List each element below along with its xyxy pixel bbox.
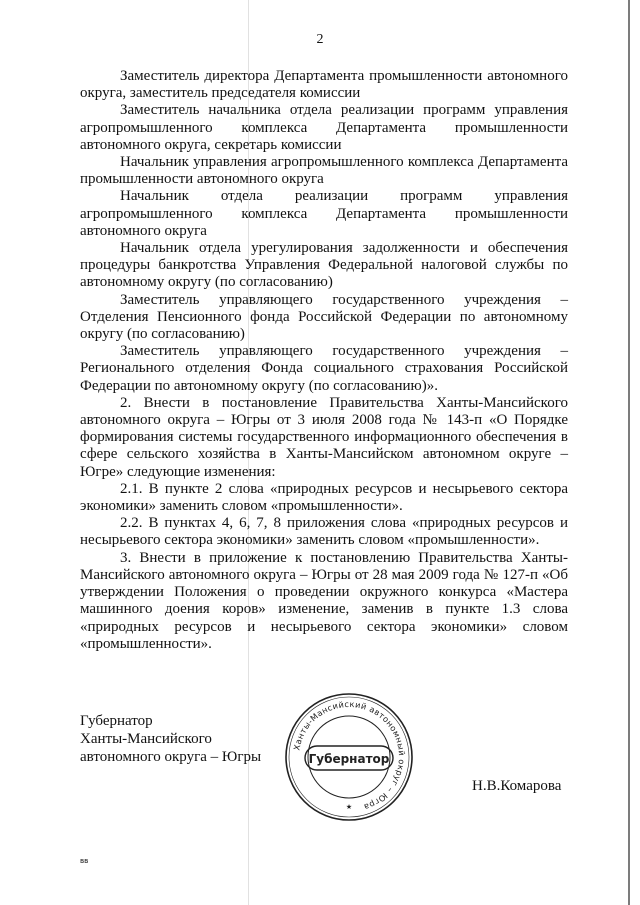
paragraph: Начальник управления агропромышленного комплекса Департамента промышленности автономного округа <box>80 154 568 188</box>
seal-ring-text: Ханты-Мансийский автономный округ – Югра <box>291 698 408 813</box>
paragraph: Начальник отдела реализации программ управления агропромышленного комплекса Департамента промышленности автономного округа <box>80 188 568 239</box>
seal-star-icon: ★ <box>345 803 353 811</box>
seal-center-text: Губернатор <box>308 752 390 766</box>
paragraph: 2.1. В пункте 2 слова «природных ресурсов и несырьевого сектора экономики» заменить словом «промышленности». <box>80 480 568 515</box>
paragraph: Заместитель начальника отдела реализации программ управления агропромышленного комплекса Департамента промышленности автономного округа, секретарь комиссии <box>80 102 568 153</box>
paragraph: 2. Внести в постановление Правительства Ханты-Мансийского автономного округа – Югры от 3 июля 2008 года № 143-п «О Порядке формирования системы государственного информационного обеспечения в сфере сельского хозяйства в Ханты-Мансийском автономном округе – Югре» следующие изменения: <box>80 394 568 480</box>
signatory-title <box>80 712 261 766</box>
paragraph: 3. Внести в приложение к постановлению Правительства Ханты-Мансийского автономного округа – Югры от 28 мая 2009 года № 127-п «Об утверждении Положения о проведении окружного конкурса «Мастера машинного доения коров» изменение, заменив в пункте 1.3 слова «природных ресурсов и несырьевого сектора экономики» словом «промышленности». <box>80 549 568 652</box>
signatory-title-line: Ханты-Мансийского <box>80 731 212 747</box>
scan-edge-line <box>628 0 630 905</box>
signatory-name: Н.В.Комарова <box>472 778 562 794</box>
paragraph: Начальник отдела урегулирования задолженности и обеспечения процедуры банкротства Управления Федеральной налоговой службы по автономному округу (по согласованию) <box>80 240 568 291</box>
page-number: 2 <box>316 32 324 47</box>
paragraph: Заместитель управляющего государственного учреждения – Регионального отделения Фонда социального страхования Российской Федерации по автономному округу (по согласованию)». <box>80 343 568 394</box>
paragraph: Заместитель директора Департамента промышленности автономного округа, заместитель председателя комиссии <box>80 68 568 102</box>
paragraph: Заместитель управляющего государственного учреждения – Отделения Пенсионного фонда Российской Федерации по автономному округу (по согласованию) <box>80 291 568 343</box>
official-seal <box>283 691 415 823</box>
corner-mark: вв <box>80 857 89 865</box>
document-body <box>80 68 568 653</box>
paragraph: 2.2. В пунктах 4, 6, 7, 8 приложения слова «природных ресурсов и несырьевого сектора экономики» заменить словом «промышленности». <box>80 515 568 549</box>
signatory-title-line: автономного округа – Югры <box>80 749 262 765</box>
signatory-title-line: Губернатор <box>80 713 153 729</box>
